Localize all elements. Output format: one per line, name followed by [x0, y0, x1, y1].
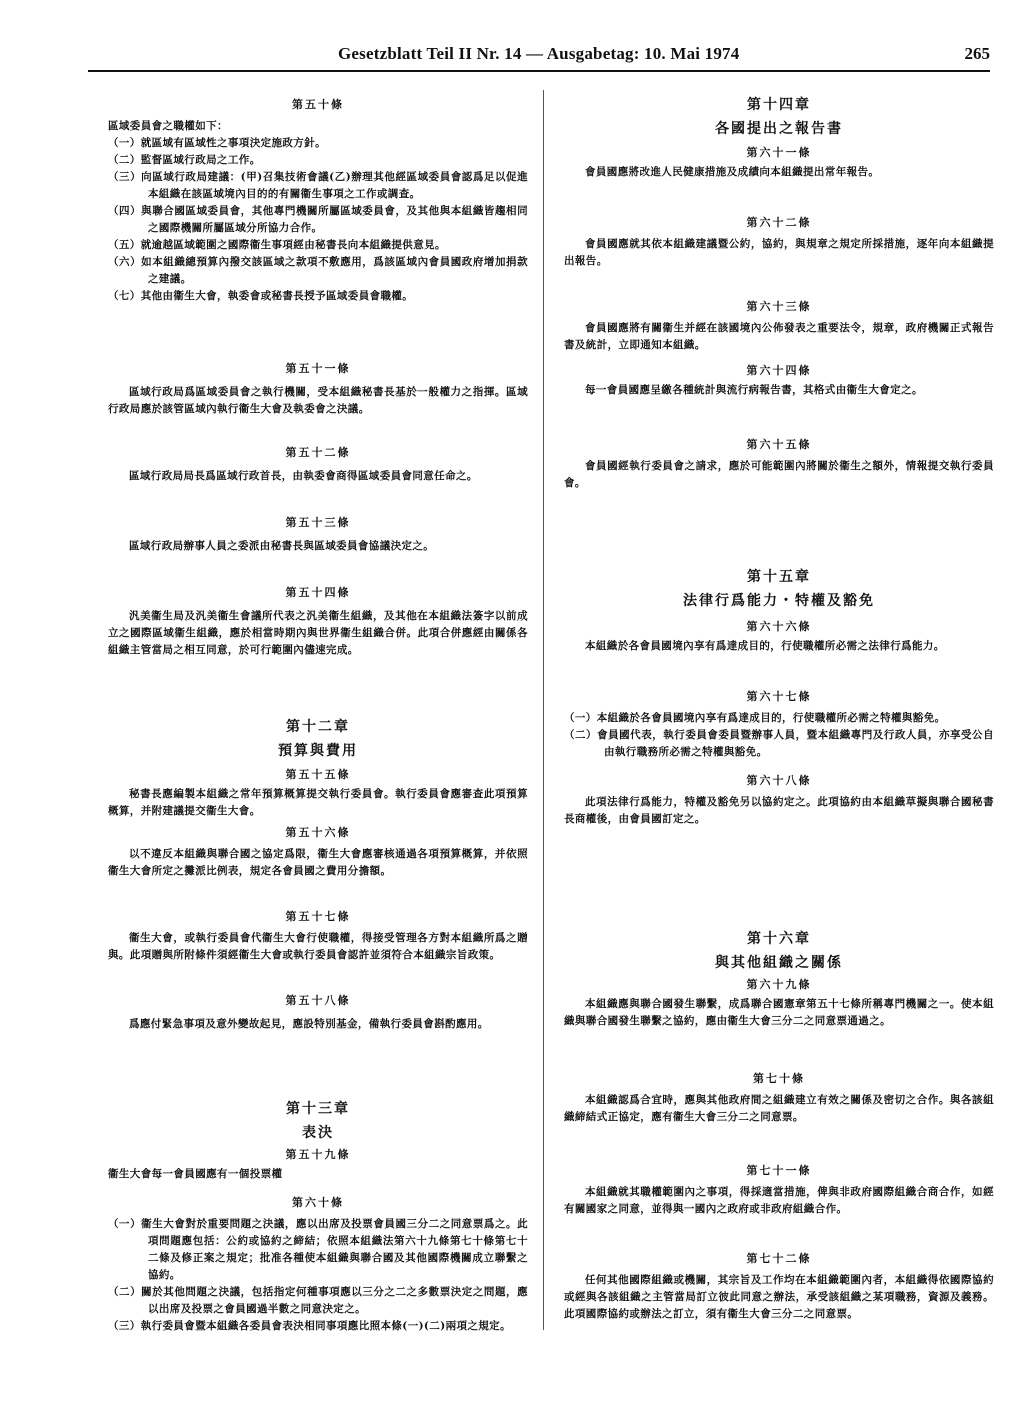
article-item: （一）本組織於各會員國境內享有爲達成目的，行使職權所必需之特權與豁免。: [564, 712, 946, 724]
article-title: 第六十五條: [746, 438, 812, 451]
article-text: 會員國應將改進人民健康措施及成績向本組織提出常年報告。: [585, 166, 880, 178]
column-divider: [543, 90, 544, 1330]
chapter-number: 第十四章: [747, 97, 811, 113]
chapter-title: 預算與費用: [278, 743, 358, 759]
article-item: （六）如本組織總預算內撥交該區域之款項不敷應用，爲該區域內會員國政府增加捐款之建議。: [108, 256, 528, 285]
article-53: [108, 514, 528, 555]
article-text: 區域行政局爲區域委員會之執行機關，受本組織秘書長基於一般權力之指揮。區域行政局應於該管區域內執行衞生大會及執委會之決議。: [108, 386, 528, 415]
article-text: 汎美衞生局及汎美衞生會議所代表之汎美衞生組織，及其他在本組織法簽字以前成立之國際區域衞生組織，應於相當時期內與世界衞生組織合併。此項合併應經由關係各組織主管當局之相互同意，於可行範圍內儘速完成。: [108, 610, 528, 656]
article-text: 會員國應就其依本組織建議暨公約，協約，與規章之規定所採措施，逐年向本組織提出報告。: [564, 238, 994, 267]
article-item: （三）向區域行政局建議：(甲)召集技術會議(乙)辦理其他經區域委員會認爲足以促進本組織在該區域境內目的的有關衞生事項之工作或調查。: [108, 171, 528, 200]
article-text: 本組織於各會員國境內享有爲達成目的，行使職權所必需之法律行爲能力。: [585, 640, 945, 652]
article-71: [564, 1162, 994, 1218]
article-item: （四）與聯合國區域委員會，其他專門機關所屬區域委員會，及其他與本組織皆趨相同之國際機關所屬區域分所協力合作。: [108, 205, 528, 234]
article-66: [564, 618, 994, 655]
article-52: [108, 444, 528, 485]
article-67: [564, 688, 994, 761]
article-intro: 區域委員會之職權如下：: [108, 120, 228, 132]
page-header: [88, 44, 990, 72]
article-57: [108, 908, 528, 964]
article-title: 第六十八條: [746, 774, 812, 787]
article-title: 第五十七條: [285, 910, 351, 923]
chapter-title: 各國提出之報告書: [715, 121, 843, 137]
article-text: 會員國應將有關衞生并經在該國境內公佈發表之重要法令，規章，政府機關正式報告書及統計，立即通知本組織。: [564, 322, 994, 351]
article-69: [564, 976, 994, 1030]
article-item: （二）會員國代表，執行委員會委員暨辦事人員，暨本組織專門及行政人員，亦享受公自由執行職務所必需之特權與豁免。: [564, 729, 994, 758]
article-item: （一）就區域有區域性之事項決定施政方針。: [108, 137, 326, 149]
article-64: [564, 362, 994, 399]
article-51: [108, 360, 528, 418]
article-text: 每一會員國應呈繳各種統計與流行病報告書，其格式由衞生大會定之。: [585, 384, 923, 396]
article-title: 第六十九條: [746, 978, 812, 991]
article-item: （二）關於其他問題之決議，包括指定何種事項應以三分之二之多數票決定之問題，應以出席及投票之會員國過半數之同意決定之。: [108, 1286, 528, 1315]
article-title: 第五十九條: [285, 1148, 351, 1161]
article-title: 第六十一條: [746, 146, 812, 159]
article-title: 第五十二條: [285, 446, 351, 459]
article-title: 第五十五條: [285, 768, 351, 781]
article-title: 第六十二條: [746, 216, 812, 229]
article-68: [564, 772, 994, 828]
article-title: 第五十六條: [285, 826, 351, 839]
article-56: [108, 824, 528, 880]
article-65: [564, 436, 994, 492]
article-text: 以不違反本組織與聯合國之協定爲限，衞生大會應審核通過各項預算概算，并依照衞生大會所定之攤派比例表，規定各會員國之費用分擔額。: [108, 848, 528, 877]
chapter-number: 第十五章: [747, 569, 811, 585]
article-text: 衞生大會，或執行委員會代衞生大會行使職權，得接受管理各方對本組織所爲之贈與。此項贈與所附條件須經衞生大會或執行委員會認許並須符合本組織宗旨政策。: [108, 932, 528, 961]
article-58: [108, 992, 528, 1033]
article-title: 第六十條: [292, 1196, 344, 1209]
article-text: 本組織應與聯合國發生聯繫，成爲聯合國憲章第五十七條所稱專門機關之一。使本組織與聯合國發生聯繫之協約，應由衞生大會三分二之同意票通過之。: [564, 998, 994, 1027]
article-text: 此項法律行爲能力，特權及豁免另以協約定之。此項協約由本組織草擬與聯合國秘書長商權後，由會員國訂定之。: [564, 796, 994, 825]
article-item: （五）就逾越區域範圍之國際衞生事項經由秘書長向本組織提供意見。: [108, 239, 446, 251]
article-text: 衞生大會每一會員國應有一個投票權: [108, 1168, 283, 1180]
article-title: 第五十一條: [285, 362, 351, 375]
chapter-16: [564, 928, 994, 972]
chapter-14: [564, 94, 994, 138]
chapter-title: 表決: [302, 1125, 334, 1141]
article-title: 第七十一條: [746, 1164, 812, 1177]
article-70: [564, 1070, 994, 1126]
article-61: [564, 144, 994, 181]
chapter-15: [564, 566, 994, 610]
article-text: 會員國經執行委員會之請求，應於可能範圍內將關於衞生之額外，情報提交執行委員會。: [564, 460, 994, 489]
article-72: [564, 1250, 994, 1323]
article-text: 區域行政局局長爲區域行政首長，由執委會商得區域委員會同意任命之。: [129, 470, 478, 482]
article-50: [108, 96, 528, 305]
article-title: 第六十七條: [746, 690, 812, 703]
article-item: （七）其他由衞生大會，執委會或秘書長授予區域委員會職權。: [108, 290, 414, 302]
article-63: [564, 298, 994, 354]
article-item: （一）衞生大會對於重要問題之決議，應以出席及投票會員國三分二之同意票爲之。此項問題應包括：公約或協約之締結；依照本組織法第六十九條第七十條第七十二條及修正案之規定；批准各種使本組織與聯合國及其他國際機關成立聯繫之協約。: [108, 1218, 528, 1281]
article-item: （三）執行委員會暨本組織各委員會表決相同事項應比照本條(一)(二)兩項之規定。: [108, 1320, 511, 1332]
page-number: 265: [964, 44, 990, 63]
chapter-title: 法律行爲能力・特權及豁免: [683, 593, 875, 609]
chapter-12: [108, 716, 528, 760]
article-59: [108, 1146, 528, 1183]
article-text: 任何其他國際組織或機關，其宗旨及工作均在本組織範圍內者，本組織得依國際協約或經與各該組織之主管當局訂立彼此同意之辦法，承受該組織之某項職務，資源及義務。此項國際協約或辦法之訂立，須有衞生大會三分二之同意票。: [564, 1274, 994, 1320]
chapter-13: [108, 1098, 528, 1142]
article-title: 第五十八條: [285, 994, 351, 1007]
article-text: 本組織就其職權範圍內之事項，得採適當措施，俾與非政府國際組織合商合作，如經有關國家之同意，並得與一國內之政府或非政府組織合作。: [564, 1186, 994, 1215]
article-60: [108, 1194, 528, 1335]
article-text: 區域行政局辦事人員之委派由秘書長與區域委員會協議決定之。: [129, 540, 435, 552]
article-55: [108, 766, 528, 820]
article-item: （二）監督區域行政局之工作。: [108, 154, 261, 166]
article-title: 第六十四條: [746, 364, 812, 377]
article-title: 第七十二條: [746, 1252, 812, 1265]
chapter-number: 第十三章: [286, 1101, 350, 1117]
chapter-number: 第十二章: [286, 719, 350, 735]
article-title: 第七十條: [753, 1072, 805, 1085]
article-text: 本組織認爲合宜時，應與其他政府間之組織建立有效之關係及密切之合作。與各該組織締結式正協定，應有衞生大會三分二之同意票。: [564, 1094, 994, 1123]
article-54: [108, 584, 528, 659]
chapter-number: 第十六章: [747, 931, 811, 947]
article-62: [564, 214, 994, 270]
article-title: 第五十條: [292, 98, 344, 111]
article-text: 秘書長應編製本組織之常年預算概算提交執行委員會。執行委員會應審查此項預算概算，并附建議提交衞生大會。: [108, 788, 528, 817]
article-text: 爲應付緊急事項及意外變故起見，應設特別基金，備執行委員會斟酌應用。: [129, 1018, 489, 1030]
article-title: 第五十三條: [285, 516, 351, 529]
chapter-title: 與其他組織之關係: [715, 955, 843, 971]
article-title: 第六十六條: [746, 620, 812, 633]
article-title: 第五十四條: [285, 586, 351, 599]
article-title: 第六十三條: [746, 300, 812, 313]
gazette-title: Gesetzblatt Teil II Nr. 14 — Ausgabetag: 10. Mai 1974: [338, 44, 740, 63]
